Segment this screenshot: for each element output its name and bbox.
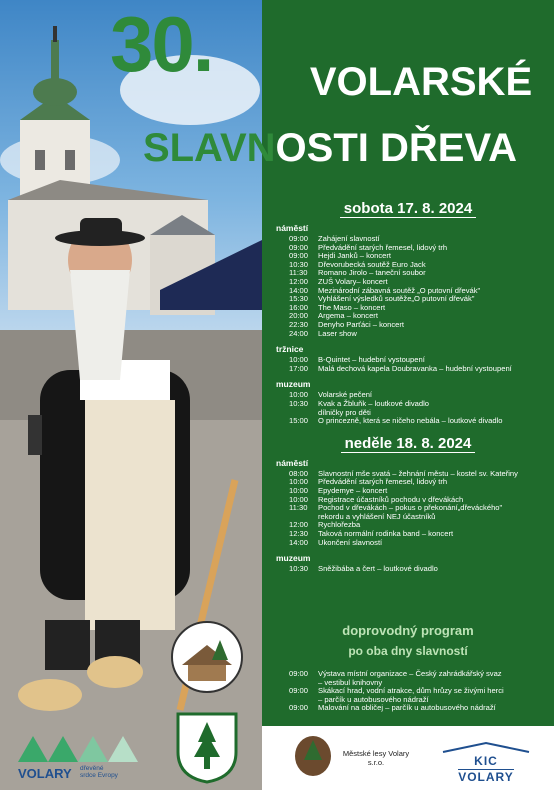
event-title: Předvádění starých řemesel, lidový trh [318,242,448,252]
event-title: B-Quintet – hudební vystoupení [318,355,425,365]
day-heading-text: sobota 17. 8. 2024 [340,200,476,218]
title-line2-part1: SLAVN [142,126,276,170]
event-time: 09:00 [289,234,309,243]
event-time: 10:30 [289,259,309,269]
festival-photo [0,0,262,790]
event-title: Malá dechová kapela Doubravanka – hudební vystoupení [318,363,512,373]
event-title: Denyho Parťáci – koncert [318,320,405,329]
title-line2-part2: OSTI DŘEVA [275,126,518,170]
event-time: 12:00 [289,520,309,530]
event-title: Hejdi Janků – koncert [318,251,392,261]
event-time: 24:00 [289,328,309,338]
event-title: ZUŠ Volary– koncert [318,277,388,286]
event-time: 14:00 [289,537,309,547]
event-title: The Maso – koncert [318,302,386,312]
event-time: 10:00 [289,486,309,495]
day-heading [262,435,554,452]
event-time: 10:00 [289,494,309,504]
forest-suffix: s.r.o. [367,758,385,767]
event-time: 12:00 [289,277,309,286]
event-time: 11:30 [289,268,308,278]
event-time: 10:30 [289,564,309,574]
event-time: 09:00 [289,686,309,696]
edition-number: 30. [110,0,213,88]
event-title: Skákací hrad, vodní atrakce, dům hrůzy se živými herci [318,686,504,696]
title-line2 [106,128,554,168]
event-title: Sněžibába a čert – loutkové divadlo [318,564,438,574]
event-title: O princezně, která se ničeho nebála – loutkové divadlo [318,416,503,426]
kic-line1: KIC [474,754,498,768]
event-title: Ukončení slavností [318,537,383,547]
event-time: 10:00 [289,355,309,365]
event-time: 12:30 [289,529,309,538]
tagline-line1: dřevěné [80,765,104,772]
event-title: Vyhlášení výsledků soutěže„O putovní dřevák" [318,294,475,304]
extra-heading-1: doprovodný program [342,623,474,638]
kic-line2: VOLARY [458,770,514,784]
event-title: Volarské pečení [318,390,373,400]
event-title: Výstava místní organizace – Český zahrádkářský svaz [318,669,502,678]
event-time: 10:30 [289,399,309,408]
venue-heading: tržnice [276,344,304,355]
event-title: – parčík u autobusového nádraží [318,694,429,704]
event-title: Předvádění starých řemesel, lidový trh [318,477,448,487]
event-title: rekordu a vyhlášení NEJ účastníků [318,511,436,521]
event-time: 15:30 [289,294,309,304]
event-title: Registrace účastníků pochodu v dřevákách [318,494,464,504]
event-time: 09:00 [289,703,309,713]
event-title: Romano Jirolo – taneční soubor [318,268,426,278]
event-time: 15:00 [289,416,309,426]
event-title: Laser show [318,328,357,338]
event-title: Malování na obličej – parčík u autobusového nádraží [318,703,496,713]
event-title: Rychlořezba [318,520,361,530]
event-title: Pochod v dřevákách – pokus o překonání„dřeváckého" [318,503,503,513]
forest-logo-icon [292,732,334,780]
event-time: 09:00 [289,251,309,261]
event-time: 11:30 [289,503,308,513]
event-time: 17:00 [289,363,309,373]
venue-heading: muzeum [276,379,311,390]
event-title: dílničky pro děti [318,407,371,417]
volary-coat-of-arms-icon [176,712,238,784]
venue-heading: náměstí [276,223,309,233]
event-time: 20:00 [289,311,309,321]
event-time: 10:00 [289,390,309,400]
volary-logo-name: VOLARY [18,766,72,781]
forest-company [336,749,416,767]
event-time: 10:00 [289,477,309,487]
event-title: Taková normální rodinka band – koncert [318,529,454,538]
event-time: 09:00 [289,669,309,678]
event-title: Dřevorubecká soutěž Euro Jack [318,259,426,269]
venue-heading: muzeum [276,553,311,564]
volary-logo-icon [18,728,143,764]
event-time: 09:00 [289,242,309,252]
event-time: 08:00 [289,468,309,478]
event-time: 14:00 [289,285,309,295]
event-time: 22:30 [289,320,309,329]
day-heading [262,200,554,217]
kic-logo [441,740,531,786]
volary-logo-tagline [80,765,118,779]
tagline-line2: srdce Evropy [80,772,118,779]
festival-emblem-icon [170,620,244,694]
event-title: Mezinárodní zábavná soutěž „O putovní dřevák" [318,285,481,295]
day-heading-text: neděle 18. 8. 2024 [341,435,476,453]
title-line1: VOLARSKÉ [309,60,533,104]
extra-heading-2: po oba dny slavností [348,644,468,658]
event-title: Epydemye – koncert [318,486,388,495]
event-title: Zahájení slavností [318,234,380,243]
event-title: Slavnostní mše svatá – žehnání městu – kostel sv. Kateřiny [318,468,518,478]
venue-heading: náměstí [276,457,309,468]
event-title: – vestibul knihovny [318,677,383,687]
event-title: Argema – koncert [318,311,378,321]
kic-roof-icon [441,741,531,753]
event-time: 16:00 [289,302,309,312]
event-title: Kvak a Žbluňk – loutkové divadlo [318,399,430,408]
forest-name: Městské lesy Volary [342,749,410,758]
